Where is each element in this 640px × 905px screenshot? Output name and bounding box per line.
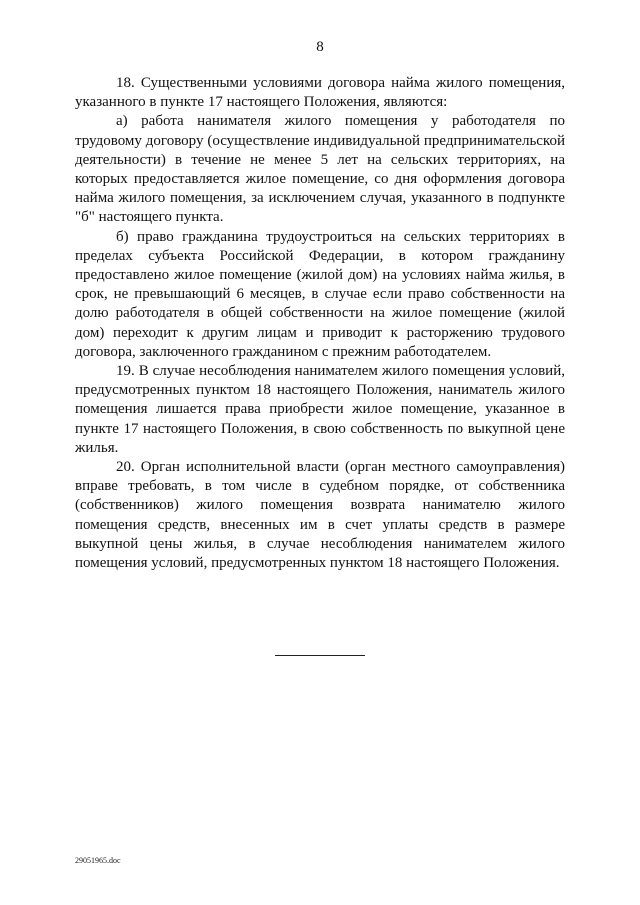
document-body — [75, 74, 565, 573]
paragraph-20: 20. Орган исполнительной власти (орган местного самоуправления) вправе требовать, в том числе в судебном порядке, от собственника (собственников) жилого помещения возврата нанимателю жилого помещения средств, внесенных им в счет уплаты средств в размере выкупной цены жилья, в случае несоблюдения нанимателем жилого помещения условий, предусмотренных пунктом 18 настоящего Положения. — [75, 459, 565, 572]
paragraph-19: 19. В случае несоблюдения нанимателем жилого помещения условий, предусмотренных пунктом 18 настоящего Положения, наниматель жилого помещения лишается права приобрести жилое помещение, указанное в пункте 17 настоящего Положения, в свою собственность по выкупной цене жилья. — [75, 363, 565, 456]
paragraph-18-b: б) право гражданина трудоустроиться на сельских территориях в пределах субъекта Российской Федерации, в котором гражданину предоставлено жилое помещение (жилой дом) на условиях найма жилья, в срок, не превышающий 6 месяцев, в случае если право собственности на долю работодателя в общей собственности на жилое помещение (жилой дом) переходит к другим лицам и приводит к расторжению трудового договора, заключенного гражданином с прежним работодателем. — [75, 228, 565, 360]
page-number: 8 — [316, 39, 324, 55]
end-separator-line — [275, 655, 365, 656]
paragraph-18-a: а) работа нанимателя жилого помещения у работодателя по трудовому договору (осуществление индивидуальной предпринимательской деятельности) в течение не менее 5 лет на сельских территориях, на которых предоставляется жилое помещение, со дня оформления договора найма жилого помещения, за исключением случая, указанного в подпункте "б" настоящего пункта. — [75, 113, 565, 226]
document-file-code: 29051965.doc — [75, 856, 121, 865]
paragraph-18: 18. Существенными условиями договора найма жилого помещения, указанного в пункте 17 настоящего Положения, являются: — [75, 75, 565, 111]
